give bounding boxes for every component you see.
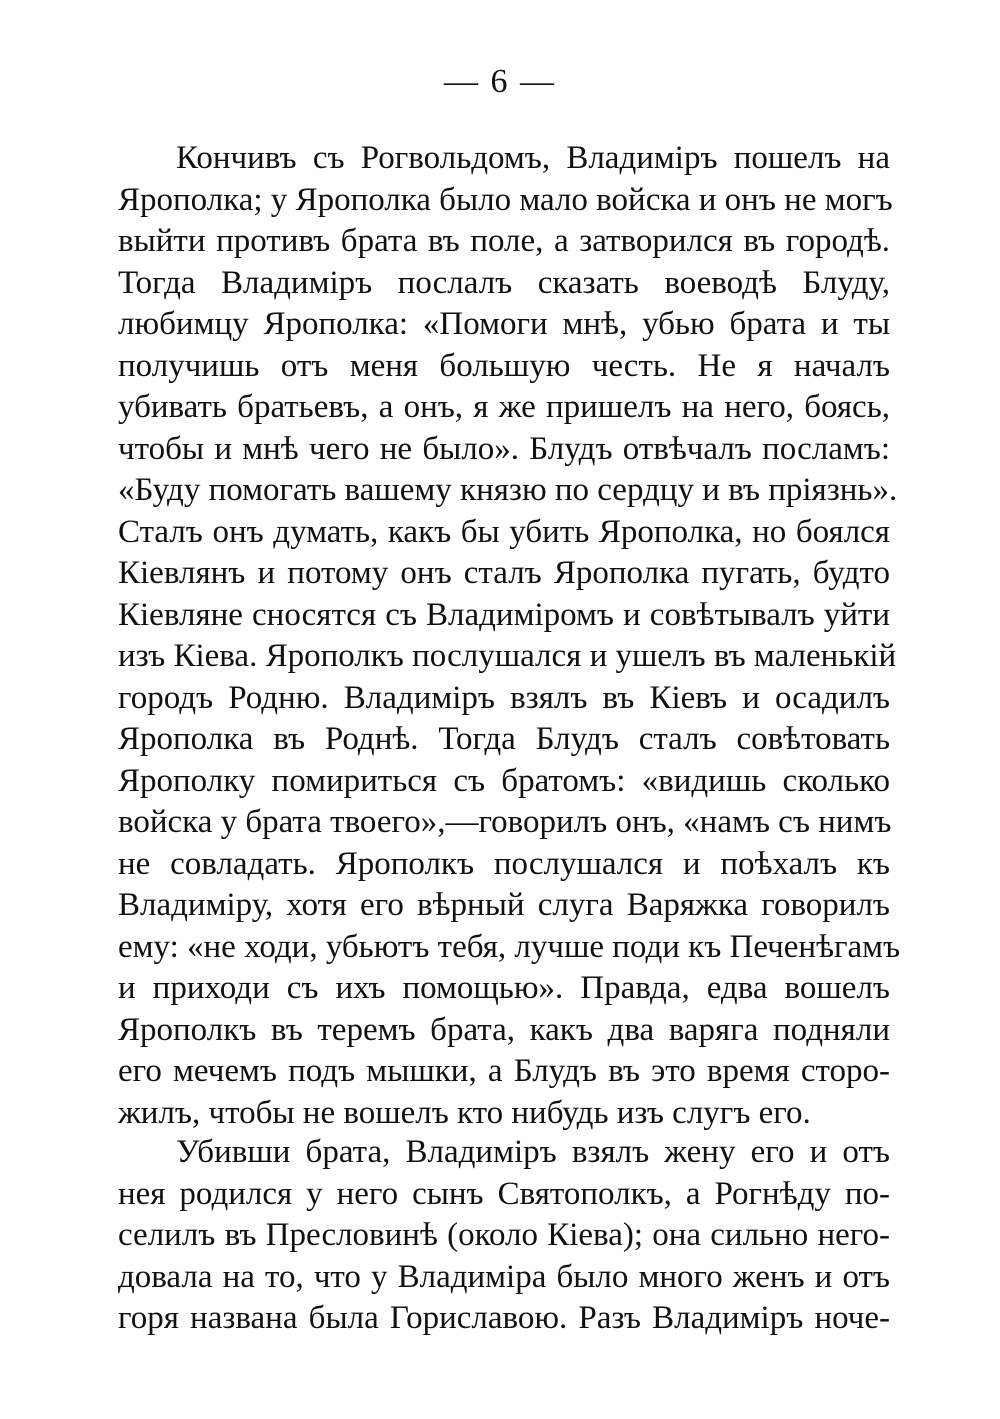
text-line: чтобы и мнѣ чего не было». Блудъ отвѣчалъ посламъ: — [118, 430, 890, 467]
text-line: Ярополка въ Роднѣ. Тогда Блудъ сталъ совѣтовать — [118, 721, 890, 757]
text-line: Ярополка; у Ярополка было мало войска и онъ не могъ — [118, 181, 893, 218]
text-line: изъ Кіева. Ярополкъ послушался и ушелъ въ маленькій — [118, 638, 897, 674]
text-line: выйти противъ брата въ поле, а затворился въ городѣ. — [118, 223, 890, 259]
text-line: Владиміру, хотя его вѣрный слуга Варяжка говорилъ — [118, 887, 890, 923]
text-line: любимцу Ярополка: «Помоги мнѣ, убью брата и ты — [118, 306, 890, 342]
text-line: Ярополку помириться съ братомъ: «видишь сколько — [118, 762, 890, 799]
text-line: ему: «не ходи, убьютъ тебя, лучше поди къ Печенѣгамъ — [118, 928, 901, 965]
text-line: «Буду помогать вашему князю по сердцу и въ пріязнь». — [118, 472, 898, 508]
text-line: не совладать. Ярополкъ послушался и поѣхалъ къ — [118, 845, 890, 882]
text-line: довала на то, что у Владиміра было много женъ и отъ — [118, 1258, 890, 1295]
text-line: селилъ въ Пресловинѣ (около Кіева); она сильно него- — [118, 1217, 890, 1253]
text-line: Кіевляне сносятся съ Владиміромъ и совѣтывалъ уйти — [118, 596, 890, 633]
text-line: Кіевлянъ и потому онъ сталъ Ярополка пугать, будто — [118, 555, 890, 591]
text-line: горя названа была Гориславою. Разъ Владиміръ ноче- — [118, 1300, 890, 1336]
text-line: и приходи съ ихъ помощью». Правда, едва вошелъ — [118, 970, 890, 1006]
text-line: убивать братьевъ, а онъ, я же пришелъ на него, боясь, — [118, 389, 890, 425]
text-line: нея родился у него сынъ Святополкъ, а Рогнѣду по- — [118, 1175, 890, 1212]
page-number: — 6 — — [444, 63, 556, 100]
text-line: жилъ, чтобы не вошелъ кто нибудь изъ слугъ его. — [118, 1094, 811, 1131]
text-line: получишь отъ меня большую честь. Не я началъ — [118, 347, 890, 384]
paragraph-2 — [118, 1132, 890, 1340]
text-line: Сталъ онъ думать, какъ бы убить Ярополка, но боялся — [118, 513, 890, 550]
text-line: Убивши брата, Владиміръ взялъ жену его и отъ — [176, 1134, 890, 1170]
paragraph-1 — [118, 138, 901, 1134]
text-line: городъ Родню. Владиміръ взялъ въ Кіевъ и осадилъ — [118, 679, 890, 716]
text-line: Ярополкъ въ теремъ брата, какъ два варяга подняли — [118, 1011, 890, 1048]
text-line: Тогда Владиміръ послалъ сказать воеводѣ Блуду, — [118, 264, 890, 301]
text-line: Кончивъ съ Рогвольдомъ, Владиміръ пошелъ на — [176, 140, 890, 176]
text-line: войска у брата твоего»,—говорилъ онъ, «намъ съ нимъ — [118, 804, 892, 840]
text-line: его мечемъ подъ мышки, а Блудъ въ это время сторо- — [118, 1053, 890, 1089]
